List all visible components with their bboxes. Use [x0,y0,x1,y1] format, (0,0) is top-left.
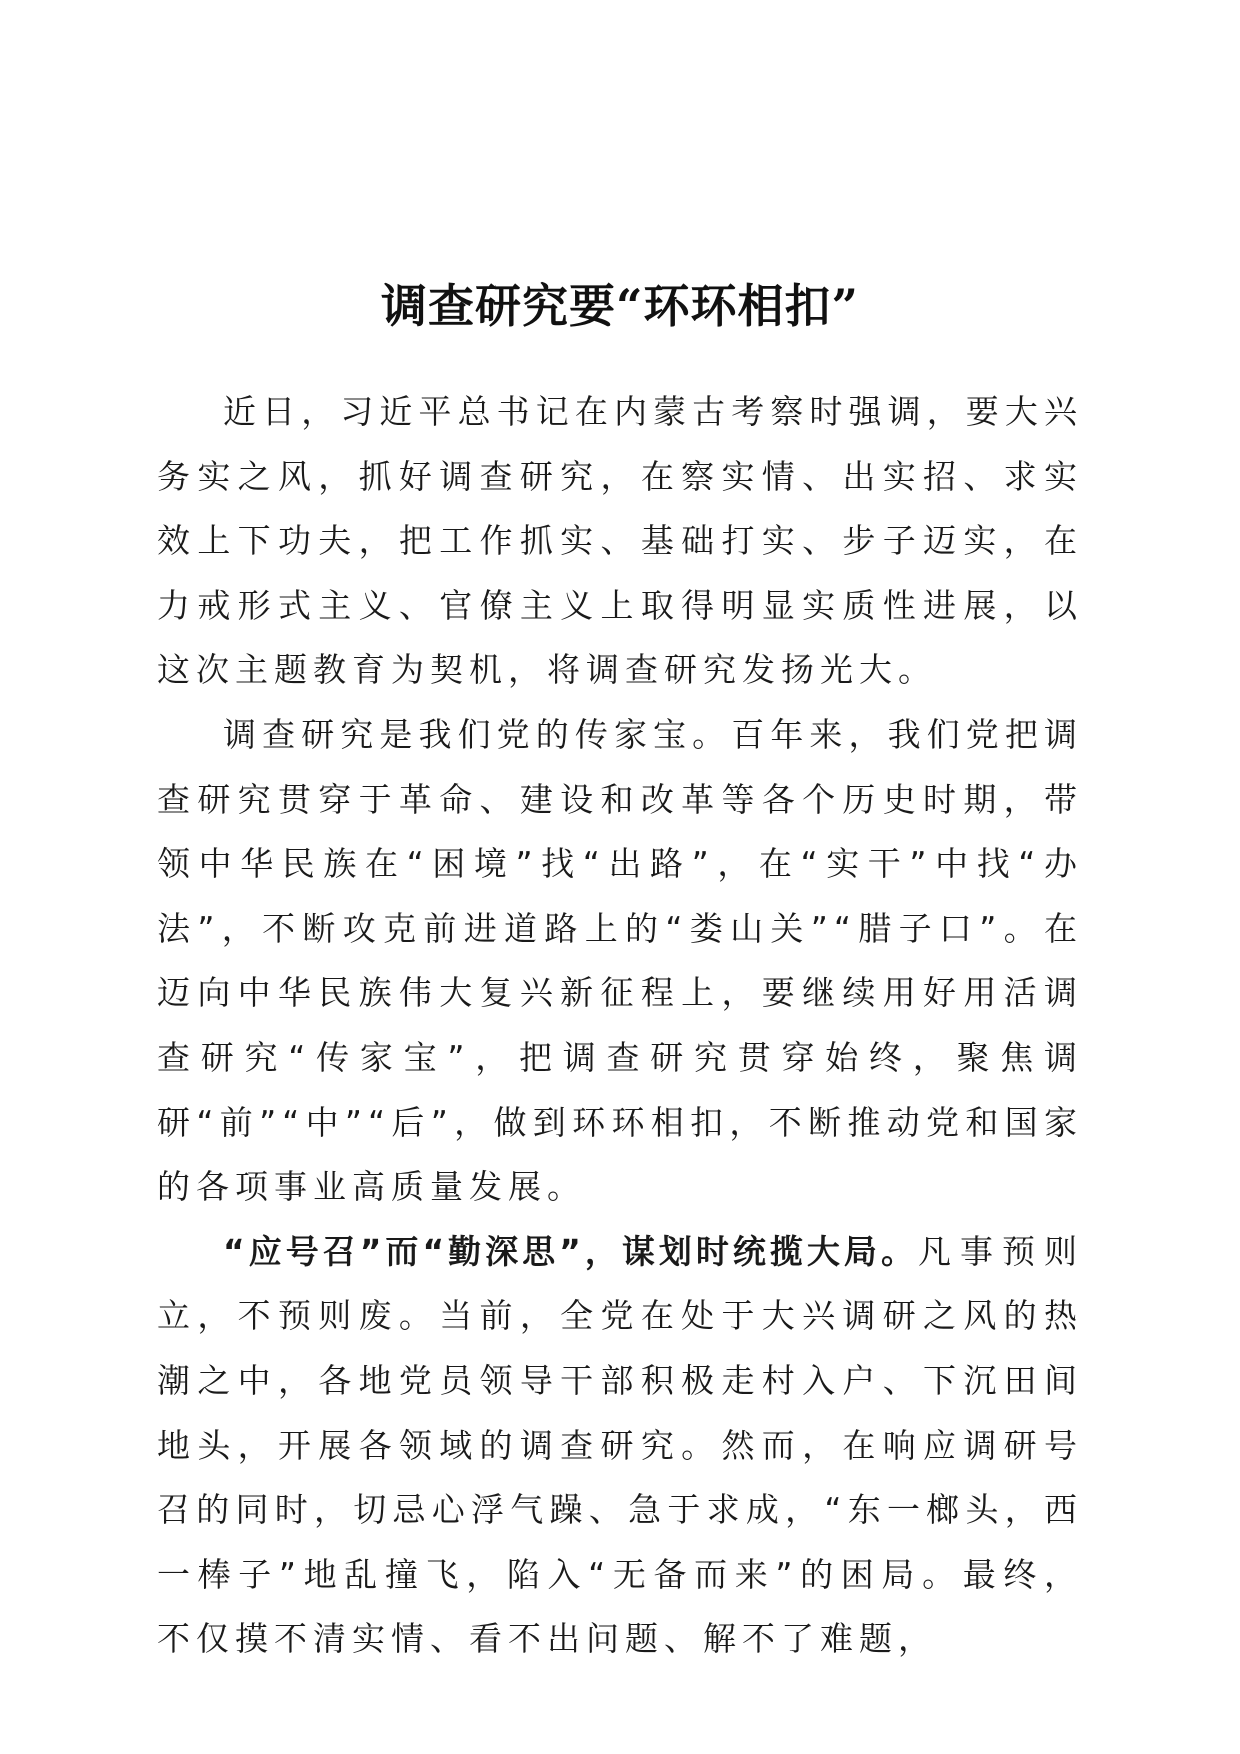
paragraph-3-lead: “应号召”而“勤深思”，谋划时统揽大局。 [223,1231,918,1271]
document-body [157,380,1083,1672]
paragraph-1 [157,380,1083,703]
paragraph-2 [157,703,1083,1220]
paragraph-3-text: 凡事预则立，不预则废。当前，全党在处于大兴调研之风的热潮之中，各地党员领导干部积极走村入户、下沉田间地头，开展各领域的调查研究。然而，在响应调研号召的同时，切忌心浮气躁、急于求成，“东一榔头，西一棒子”地乱撞飞，陷入“无备而来”的困局。最终，不仅摸不清实情、看不出问题、解不了难题， [157,1231,1083,1659]
document-title: 调查研究要“环环相扣” [381,278,859,333]
paragraph-2-text: 调查研究是我们党的传家宝。百年来，我们党把调查研究贯穿于革命、建设和改革等各个历史时期，带领中华民族在“困境”找“出路”，在“实干”中找“办法”，不断攻克前进道路上的“娄山关”“腊子口”。在迈向中华民族伟大复兴新征程上，要继续用好用活调查研究“传家宝”，把调查研究贯穿始终，聚焦调研“前”“中”“后”，做到环环相扣，不断推动党和国家的各项事业高质量发展。 [157,714,1083,1207]
paragraph-3 [157,1220,1083,1672]
paragraph-1-text: 近日，习近平总书记在内蒙古考察时强调，要大兴务实之风，抓好调查研究，在察实情、出实招、求实效上下功夫，把工作抓实、基础打实、步子迈实，在力戒形式主义、官僚主义上取得明显实质性进展，以这次主题教育为契机，将调查研究发扬光大。 [157,392,1083,690]
